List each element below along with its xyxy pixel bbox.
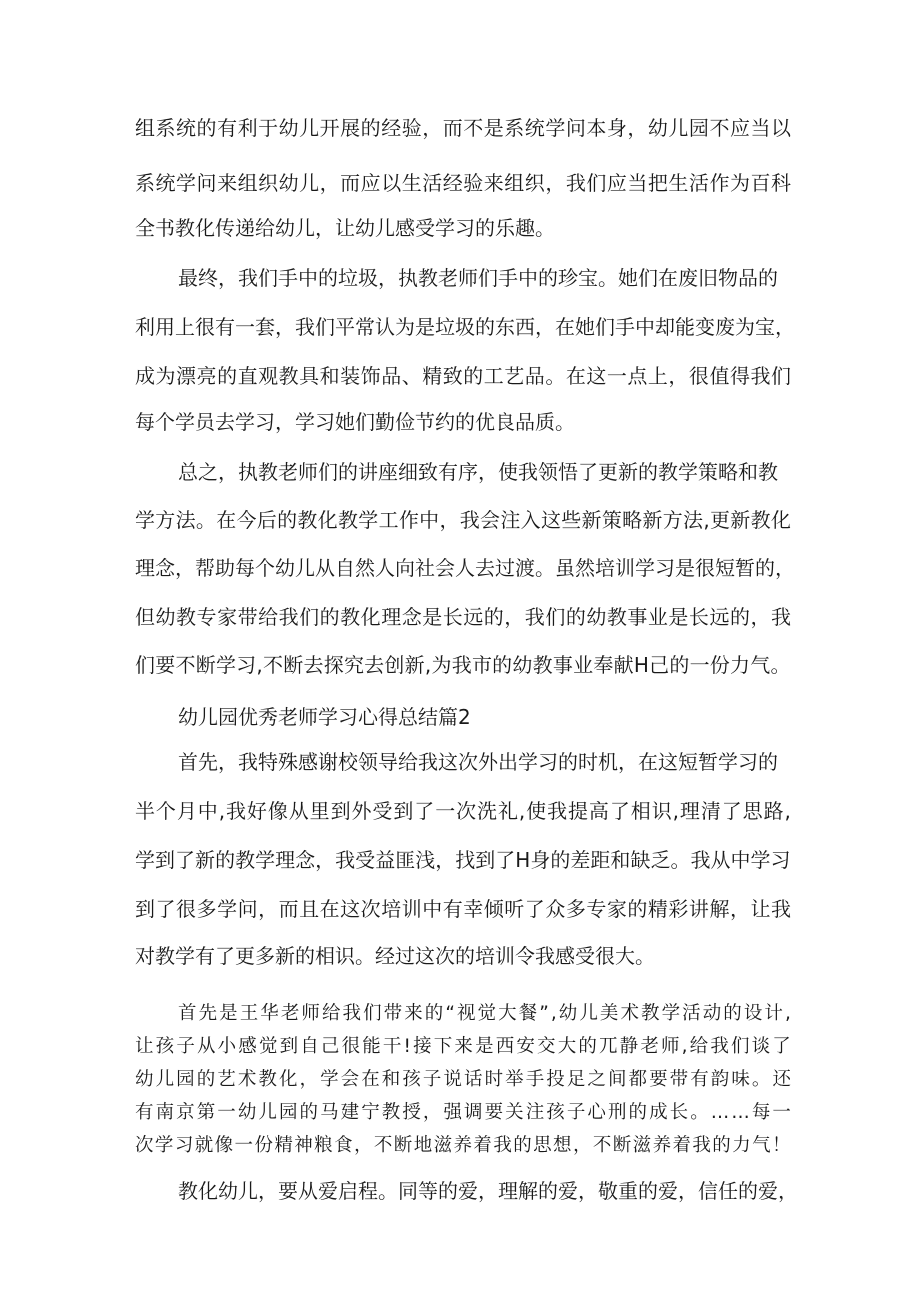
paragraph-line: 但 幼 教 专 家 带 给 我 们 的 教 化 理 念 是 长 远 的 ， 我 们 的 幼 教 事 业 是 长 远 的 ， 我: [135, 605, 791, 629]
paragraph-line: 组 系 统 的 有 利 于 幼 儿 开 展 的 经 验 ， 而 不 是 系 统 学 问 本 身 ， 幼 儿 园 不 应 当 以: [135, 116, 791, 140]
paragraph-line: 让 孩 子 从 小 感 觉 到 自 己 很 能 干 ! 接 下 来 是 西 安 交 大 的 兀 静 老 师 , 给 我 们 谈 了: [135, 1036, 791, 1057]
paragraph-line: 教化幼儿，要从爱启程。同等的爱，理解的爱，敬重的爱，信任的爱，: [178, 1179, 798, 1203]
paragraph-line: 有 南 京 第 一 幼 儿 园 的 马 建 宁 教 授 ， 强 调 要 关 注 孩 子 心 刑 的 成 长 。 … … 每 一: [135, 1102, 791, 1123]
paragraph-line: 幼 儿 园 的 艺 术 教 化 ， 学 会 在 和 孩 子 说 话 时 举 手 投 足 之 间 都 要 带 有 韵 味 。 还: [135, 1069, 791, 1090]
paragraph-line: 次 学 习 就 像 一 份 精 神 粮 食 ， 不 断 地 滋 养 着 我 的 思 想 ， 不 断 滋 养 着 我 的 力 气 ！: [135, 1135, 791, 1156]
paragraph-line: 首先，我特殊感谢校领导给我这次外出学习的时机，在这短暂学习的: [178, 750, 778, 774]
section-heading: 幼儿园优秀老师学习心得总结篇2: [178, 705, 471, 729]
paragraph-line: 学 方 法 。 在 今 后 的 教 化 教 学 工 作 中 ， 我 会 注 入 这 些 新 策 略 新 方 法 , 更 新 教 化: [135, 508, 791, 532]
paragraph-line: 对教学有了更多新的相识。经过这次的培训令我感受很大。: [135, 944, 655, 968]
paragraph-line: 半 个 月 中 , 我 好 像 从 里 到 外 受 到 了 一 次 洗 礼 , 使 我 提 高 了 相 识 , 理 清 了 思 路 ,: [135, 799, 791, 823]
paragraph-line: 最终，我们手中的垃圾，执教老师们手中的珍宝。她们在废旧物品的: [178, 266, 778, 290]
paragraph-line: 学 到 了 新 的 教 学 理 念 ， 我 受 益 匪 浅 ， 找 到 了 H 身 的 差 距 和 缺 乏 。 我 从 中 学 习: [135, 848, 791, 872]
paragraph-line: 利 用 上 很 有 一 套 ， 我 们 平 常 认 为 是 垃 圾 的 东 西 ， 在 她 们 手 中 却 能 变 废 为 宝 ，: [135, 315, 795, 339]
paragraph-line: 全书教化传递给幼儿，让幼儿感受学习的乐趣。: [135, 216, 555, 240]
paragraph-line: 成 为 漂 亮 的 直 观 教 具 和 装 饰 品 、 精 致 的 工 艺 品 。 在 这 一 点 上 ， 很 值 得 我 们: [135, 364, 791, 388]
paragraph-line: 系 统 学 问 来 组 织 幼 儿 ， 而 应 以 生 活 经 验 来 组 织 ， 我 们 应 当 把 生 活 作 为 百 科: [135, 171, 791, 195]
paragraph-line: 理 念 ， 帮 助 每 个 幼 儿 从 自 然 人 向 社 会 人 去 过 渡 。 虽 然 培 训 学 习 是 很 短 暂 的 ，: [135, 556, 795, 580]
paragraph-line: 们 要 不 断 学 习 , 不 断 去 探 究 去 创 新 , 为 我 市 的 幼 教 事 业 奉 献 H 己 的 一 份 力 气 。: [135, 653, 791, 677]
paragraph-line: 首 先 是 王 华 老 师 给 我 们 带 来 的 “ 视 觉 大 餐 ” , 幼 儿 美 术 教 学 活 动 的 设 计 ,: [178, 1003, 791, 1024]
paragraph-line: 每个学员去学习，学习她们勤俭节约的优良品质。: [135, 410, 575, 434]
paragraph-line: 到 了 很 多 学 问 ， 而 且 在 这 次 培 训 中 有 幸 倾 听 了 众 多 专 家 的 精 彩 讲 解 ， 让 我: [135, 897, 791, 921]
paragraph-line: 总之，执教老师们的讲座细致有序，使我领悟了更新的教学策略和教: [178, 460, 778, 484]
